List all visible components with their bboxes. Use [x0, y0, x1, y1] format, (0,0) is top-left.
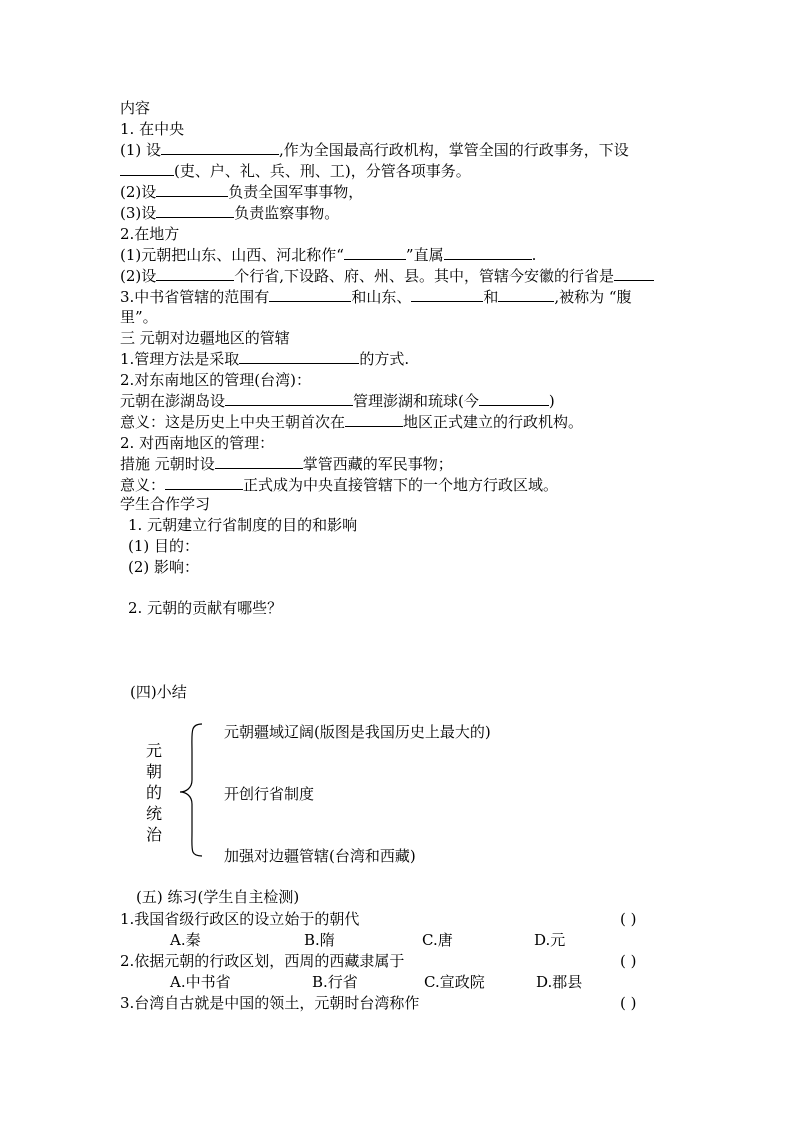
southwest-heading: 2. 对西南地区的管理： [120, 434, 275, 452]
fill-blank[interactable] [498, 287, 554, 302]
option-d[interactable]: D.郡县 [536, 973, 583, 991]
text: 元朝在澎湖岛设 [120, 392, 226, 410]
fill-blank[interactable] [156, 203, 234, 218]
text: (3)设 [120, 204, 157, 222]
fill-blank[interactable] [215, 454, 303, 469]
fill-blank[interactable] [120, 161, 174, 176]
cooperation-q1-b: (2) 影响： [128, 558, 200, 576]
southeast-heading: 2.对东南地区的管理(台湾)： [120, 371, 312, 389]
cooperation-heading: 学生合作学习 [120, 495, 211, 513]
option-a[interactable]: A.秦 [170, 931, 201, 949]
text: (2)设 [120, 183, 157, 201]
brace-icon [176, 722, 206, 858]
option-a[interactable]: A.中书省 [170, 973, 231, 991]
fill-blank[interactable] [344, 245, 406, 260]
answer-paren[interactable]: ( ) [620, 952, 637, 970]
southeast-line [120, 391, 555, 411]
answer-paren[interactable]: ( ) [620, 910, 637, 928]
local-line-3 [120, 287, 632, 307]
char: 元 [145, 741, 162, 760]
local-line-2 [120, 266, 654, 286]
fill-blank[interactable] [479, 391, 549, 406]
option-c[interactable]: C.唐 [422, 931, 453, 949]
text: 正式成为中央直接管辖下的一个地方行政区域。 [243, 476, 559, 494]
summary-item-3: 加强对边疆管辖(台湾和西藏) [224, 847, 416, 865]
text: (吏、户、礼、兵、刑、工)，分管各项事务。 [174, 162, 471, 180]
text: 负责监察事物。 [234, 204, 340, 222]
central-line-1 [120, 140, 629, 160]
text: ,被称为 “腹 [554, 288, 632, 306]
central-line-3 [120, 182, 363, 202]
text: 意义： [120, 476, 166, 494]
text: (1)元朝把山东、山西、河北称作“ [120, 246, 344, 264]
local-heading: 2.在地方 [120, 225, 180, 243]
summary-item-2: 开创行省制度 [224, 785, 315, 803]
practice-question-1: 1.我国省级行政区的设立始于的朝代 [120, 910, 360, 928]
local-line-3-cont: 里”。 [120, 308, 158, 326]
char: 统 [145, 804, 162, 823]
local-line-1 [120, 245, 536, 265]
option-b[interactable]: B.行省 [312, 973, 358, 991]
practice-question-2: 2.依据元朝的行政区划，西周的西藏隶属于 [120, 952, 405, 970]
text: ”直属 [405, 246, 444, 264]
text: 管理澎湖和琉球(今 [353, 392, 479, 410]
text: 负责全国军事事物， [228, 183, 364, 201]
cooperation-q1: 1. 元朝建立行省制度的目的和影响 [128, 516, 358, 534]
text: (1) 设 [120, 141, 162, 159]
practice-question-3: 3.台湾自古就是中国的领土，元朝时台湾称作 [120, 994, 420, 1012]
option-d[interactable]: D.元 [534, 931, 566, 949]
frontier-method [120, 349, 409, 369]
text: 和 [483, 288, 499, 306]
answer-paren[interactable]: ( ) [620, 994, 637, 1012]
text: 措施 元朝时设 [120, 455, 215, 473]
summary-vertical-label [144, 740, 164, 845]
text: 掌管西藏的军民事物； [302, 455, 453, 473]
text: ,作为全国最高行政机构，掌管全国的行政事务，下设 [279, 141, 629, 159]
significance-1 [120, 412, 583, 432]
cooperation-q2: 2. 元朝的贡献有哪些？ [128, 599, 283, 617]
text: 1.管理方法是采取 [120, 350, 240, 368]
char: 朝 [145, 762, 162, 781]
fill-blank[interactable] [411, 287, 483, 302]
summary-item-1: 元朝疆域辽阔(版图是我国历史上最大的) [224, 723, 491, 741]
text: . [531, 246, 537, 264]
fill-blank[interactable] [161, 140, 279, 155]
central-line-4 [120, 203, 339, 223]
fill-blank[interactable] [269, 287, 351, 302]
summary-heading: (四)小结 [130, 683, 187, 701]
text: 3.中书省管辖的范围有 [120, 288, 270, 306]
text: 意义：这是历史上中央王朝首次在 [120, 413, 346, 431]
fill-blank[interactable] [165, 475, 243, 490]
char: 治 [145, 825, 162, 844]
fill-blank[interactable] [239, 349, 359, 364]
text: 地区正式建立的行政机构。 [403, 413, 584, 431]
text: ) [548, 392, 555, 410]
text: 个行省,下设路、府、州、县。其中，管辖今安徽的行省是 [234, 267, 615, 285]
fill-blank[interactable] [156, 266, 234, 281]
text: (2)设 [120, 267, 157, 285]
frontier-heading: 三 元朝对边疆地区的管辖 [120, 329, 290, 347]
fill-blank[interactable] [444, 245, 532, 260]
fill-blank[interactable] [345, 412, 403, 427]
central-line-2 [120, 161, 471, 181]
significance-2 [120, 475, 558, 495]
option-c[interactable]: C.宣政院 [424, 973, 485, 991]
fill-blank[interactable] [614, 266, 654, 281]
option-b[interactable]: B.隋 [304, 931, 335, 949]
central-heading: 1. 在中央 [120, 120, 185, 138]
content-heading: 内容 [120, 99, 151, 117]
fill-blank[interactable] [225, 391, 353, 406]
char: 的 [145, 783, 162, 802]
measure-line [120, 454, 453, 474]
cooperation-q1-a: (1) 目的： [128, 537, 200, 555]
text: 的方式. [359, 350, 410, 368]
practice-heading: (五) 练习(学生自主检测) [136, 888, 300, 906]
fill-blank[interactable] [156, 182, 228, 197]
text: 和山东、 [351, 288, 412, 306]
